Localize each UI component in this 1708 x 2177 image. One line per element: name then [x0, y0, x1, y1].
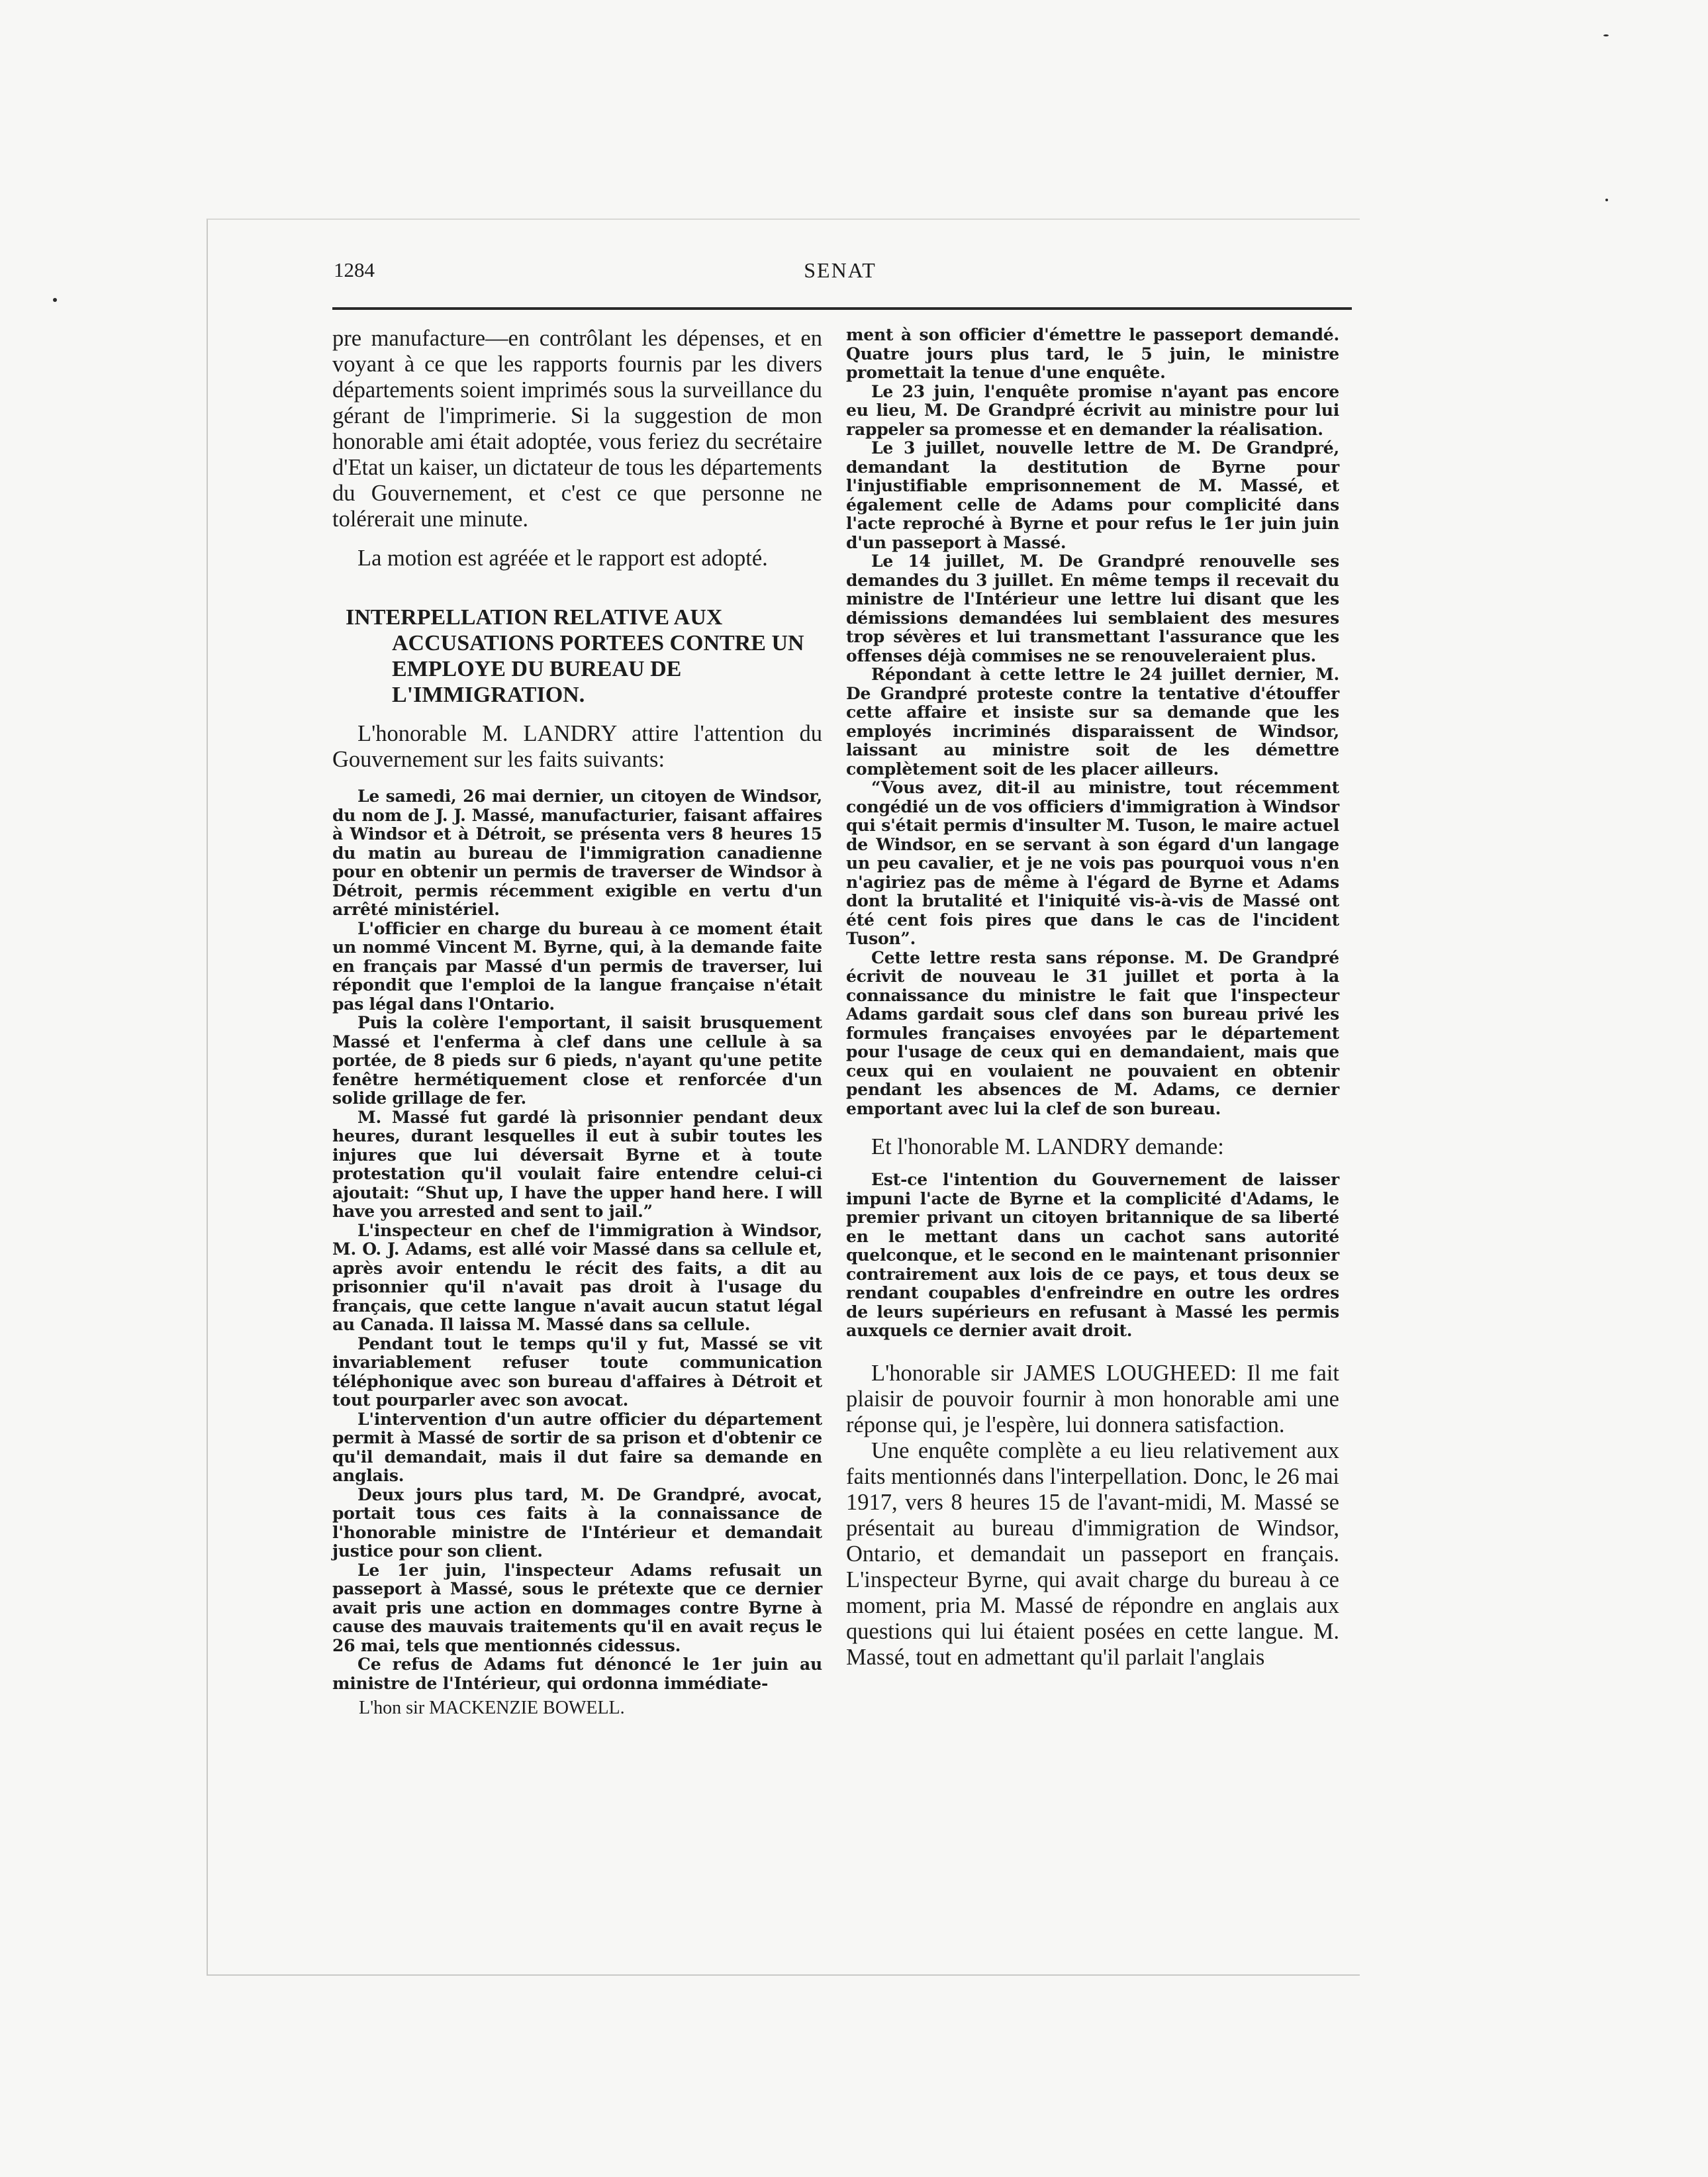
paragraph: “Vous avez, dit-il au ministre, tout récemment congédié un de vos officiers d'immigration à Windsor qui s'était permis d'insulter M. Tuson, le maire actuel de Windsor, en se servant à son égard d'un langage un peu cavalier, et je ne vois pas pourquoi vous n'en n'agiriez pas de même à l'égard de Byrne et Adams dont la brutalité et l'iniquité vis-à-vis de Massé ont été cent fois pires que dans le cas de l'incident Tuson”. — [846, 778, 1339, 948]
left-column — [332, 326, 822, 1719]
page-header — [334, 258, 1347, 285]
reply-intro: L'honorable sir JAMES LOUGHEED: Il me fait plaisir de pouvoir fournir à mon honorable ami une réponse qui, je l'espère, lui donnera satisfaction. — [846, 1360, 1339, 1437]
document-page — [316, 225, 1362, 1953]
paragraph: Le 14 juillet, M. De Grandpré renouvelle ses demandes du 3 juillet. En même temps il recevait du ministre de l'Intérieur une lettre lui disant que les démissions demandées lui semblaient des mesures trop sévères et lui transmettant l'assurance que les offenses déjà commises ne se renouveleraient plus. — [846, 552, 1339, 665]
section-heading: INTERPELLATION RELATIVE AUX ACCUSATIONS PORTEES CONTRE UN EMPLOYE DU BUREAU DE L'IMMIGRATION. — [346, 605, 804, 707]
right-column — [846, 326, 1339, 1670]
reply-body: Une enquête complète a eu lieu relativement aux faits mentionnés dans l'interpellation. Donc, le 26 mai 1917, vers 8 heures 15 de l'avant-midi, M. Massé se présentait au bureau d'immigration de Windsor, Ontario, et demandait un passeport en français. L'inspecteur Byrne, qui avait charge du bureau à ce moment, pria M. Massé de répondre en anglais aux questions qui lui étaient posées en cette langue. M. Massé, tout en admettant qu'il parlait l'anglais — [846, 1437, 1339, 1670]
page-number: 1284 — [334, 258, 375, 281]
paragraph: Le 23 juin, l'enquête promise n'ayant pas encore eu lieu, M. De Grandpré écrivit au ministre pour lui rappeler sa promesse et en demander la réalisation. — [846, 381, 1339, 439]
question-paragraph: Est-ce l'intention du Gouvernement de laisser impuni l'acte de Byrne et la complicité d'Adams, le premier privant un citoyen britannique de sa liberté en le mettant dans un cachot sans autorité quelconque, et le second en le maintenant prisonnier contrairement aux lois de ce pays, et tous deux se rendant coupables d'enfreindre en outre les ordres de leurs supérieurs en refusant à Massé les permis auxquels ce dernier avait droit. — [846, 1170, 1339, 1340]
paragraph: Le 3 juillet, nouvelle lettre de M. De Grandpré, demandant la destitution de Byrne pour l'injustifiable emprisonnement de M. Massé, et également celle de Adams pour complicité dans l'acte reproché à Byrne et pour refus le 1er juin juin d'un passeport à Massé. — [846, 438, 1339, 552]
scan-speck — [1605, 199, 1608, 201]
column-footer: L'hon sir MACKENZIE BOWELL. — [359, 1698, 625, 1718]
paragraph: Ce refus de Adams fut dénoncé le 1er juin au ministre de l'Intérieur, qui ordonna immédiate- — [332, 1655, 822, 1693]
paragraph: Le samedi, 26 mai dernier, un citoyen de Windsor, du nom de J. J. Massé, manufacturier, faisant affaires à Windsor et à Détroit, se présenta vers 8 heures 15 du matin au bureau de l'immigration canadienne pour en obtenir un permis de traverser de Windsor à Détroit, permis récemment exigible en vertu d'un arrêté ministériel. — [332, 787, 822, 919]
intro-paragraph: pre manufacture—en contrôlant les dépenses, et en voyant à ce que les rapports fournis par les divers départements soient imprimés sous la surveillance du gérant de l'imprimerie. Si la suggestion de mon honorable ami était adoptée, vous feriez du secrétaire d'Etat un kaiser, un dictateur de tous les départements du Gouvernement, et c'est ce que personne ne tolérerait une minute. — [332, 326, 822, 532]
paragraph: Puis la colère l'emportant, il saisit brusquement Massé et l'enferma à clef dans une cellule à sa portée, de 8 pieds sur 6 pieds, n'ayant qu'une petite fenêtre hermétiquement close et renforcée d'un solide grillage de fer. — [332, 1013, 822, 1108]
paragraph: Le 1er juin, l'inspecteur Adams refusait un passeport à Massé, sous le prétexte que ce dernier avait pris une action en dommages contre Byrne à cause des mauvais traitements qu'il en avait reçus le 26 mai, tels que mentionnés cidessus. — [332, 1560, 822, 1655]
header-rule — [332, 307, 1352, 310]
speaker-intro: L'honorable M. LANDRY attire l'attention du Gouvernement sur les faits suivants: — [332, 721, 822, 772]
motion-paragraph: La motion est agréée et le rapport est adopté. — [357, 546, 768, 571]
paragraph: Répondant à cette lettre le 24 juillet dernier, M. De Grandpré proteste contre la tentative d'étouffer cette affaire et insiste sur sa demande que les employés incriminés disparaissent de Windsor, laissant au ministre soit de les démettre complètement soit de les placer ailleurs. — [846, 665, 1339, 779]
running-head: SENAT — [804, 258, 877, 282]
paragraph: ment à son officier d'émettre le passeport demandé. Quatre jours plus tard, le 5 juin, le ministre promettait la tenue d'une enquête. — [846, 325, 1339, 382]
scan-speck — [1603, 34, 1609, 36]
paragraph: Cette lettre resta sans réponse. M. De Grandpré écrivit de nouveau le 31 juillet et porta à la connaissance du ministre le fait que l'inspecteur Adams gardait sous clef dans son bureau privé les formules françaises envoyées par le département pour l'usage de ceux qui en demandaient, mais que ceux qui en voulaient ne pouvaient en obtenir pendant les absences de M. Adams, ce dernier emportant avec lui la clef de son bureau. — [846, 947, 1339, 1118]
scan-speck — [53, 298, 57, 302]
paragraph: L'intervention d'un autre officier du département permit à Massé de sortir de sa prison et d'obtenir ce qu'il demandait, mais il dut faire sa demande en anglais. — [332, 1409, 822, 1485]
paragraph: L'inspecteur en chef de l'immigration à Windsor, M. O. J. Adams, est allé voir Massé dans sa cellule et, après avoir entendu le récit des faits, a dit au prisonnier qu'il n'avait pas droit à l'usage du français, que cette langue n'avait aucun statut légal au Canada. Il laissa M. Massé dans sa cellule. — [332, 1220, 822, 1334]
paragraph: M. Massé fut gardé là prisonnier pendant deux heures, durant lesquelles il eut à subir toutes les injures que lui déversait Byrne et à toute protestation qu'il voulait faire entendre celui-ci ajoutait: “Shut up, I have the upper hand here. I will have you arrested and sent to jail.” — [332, 1107, 822, 1221]
demand-intro: Et l'honorable M. LANDRY demande: — [871, 1134, 1224, 1159]
paragraph: Deux jours plus tard, M. De Grandpré, avocat, portait tous ces faits à la connaissance de l'honorable ministre de l'Intérieur et demandait justice pour son client. — [332, 1484, 822, 1561]
paragraph: L'officier en charge du bureau à ce moment était un nommé Vincent M. Byrne, qui, à la demande faite en français par Massé d'un permis de traverser, lui répondit que l'emploi de la langue française n'était pas légal dans l'Ontario. — [332, 918, 822, 1014]
paragraph: Pendant tout le temps qu'il y fut, Massé se vit invariablement refuser toute communication téléphonique avec son bureau d'affaires à Détroit et tout pourparler avec son avocat. — [332, 1333, 822, 1410]
